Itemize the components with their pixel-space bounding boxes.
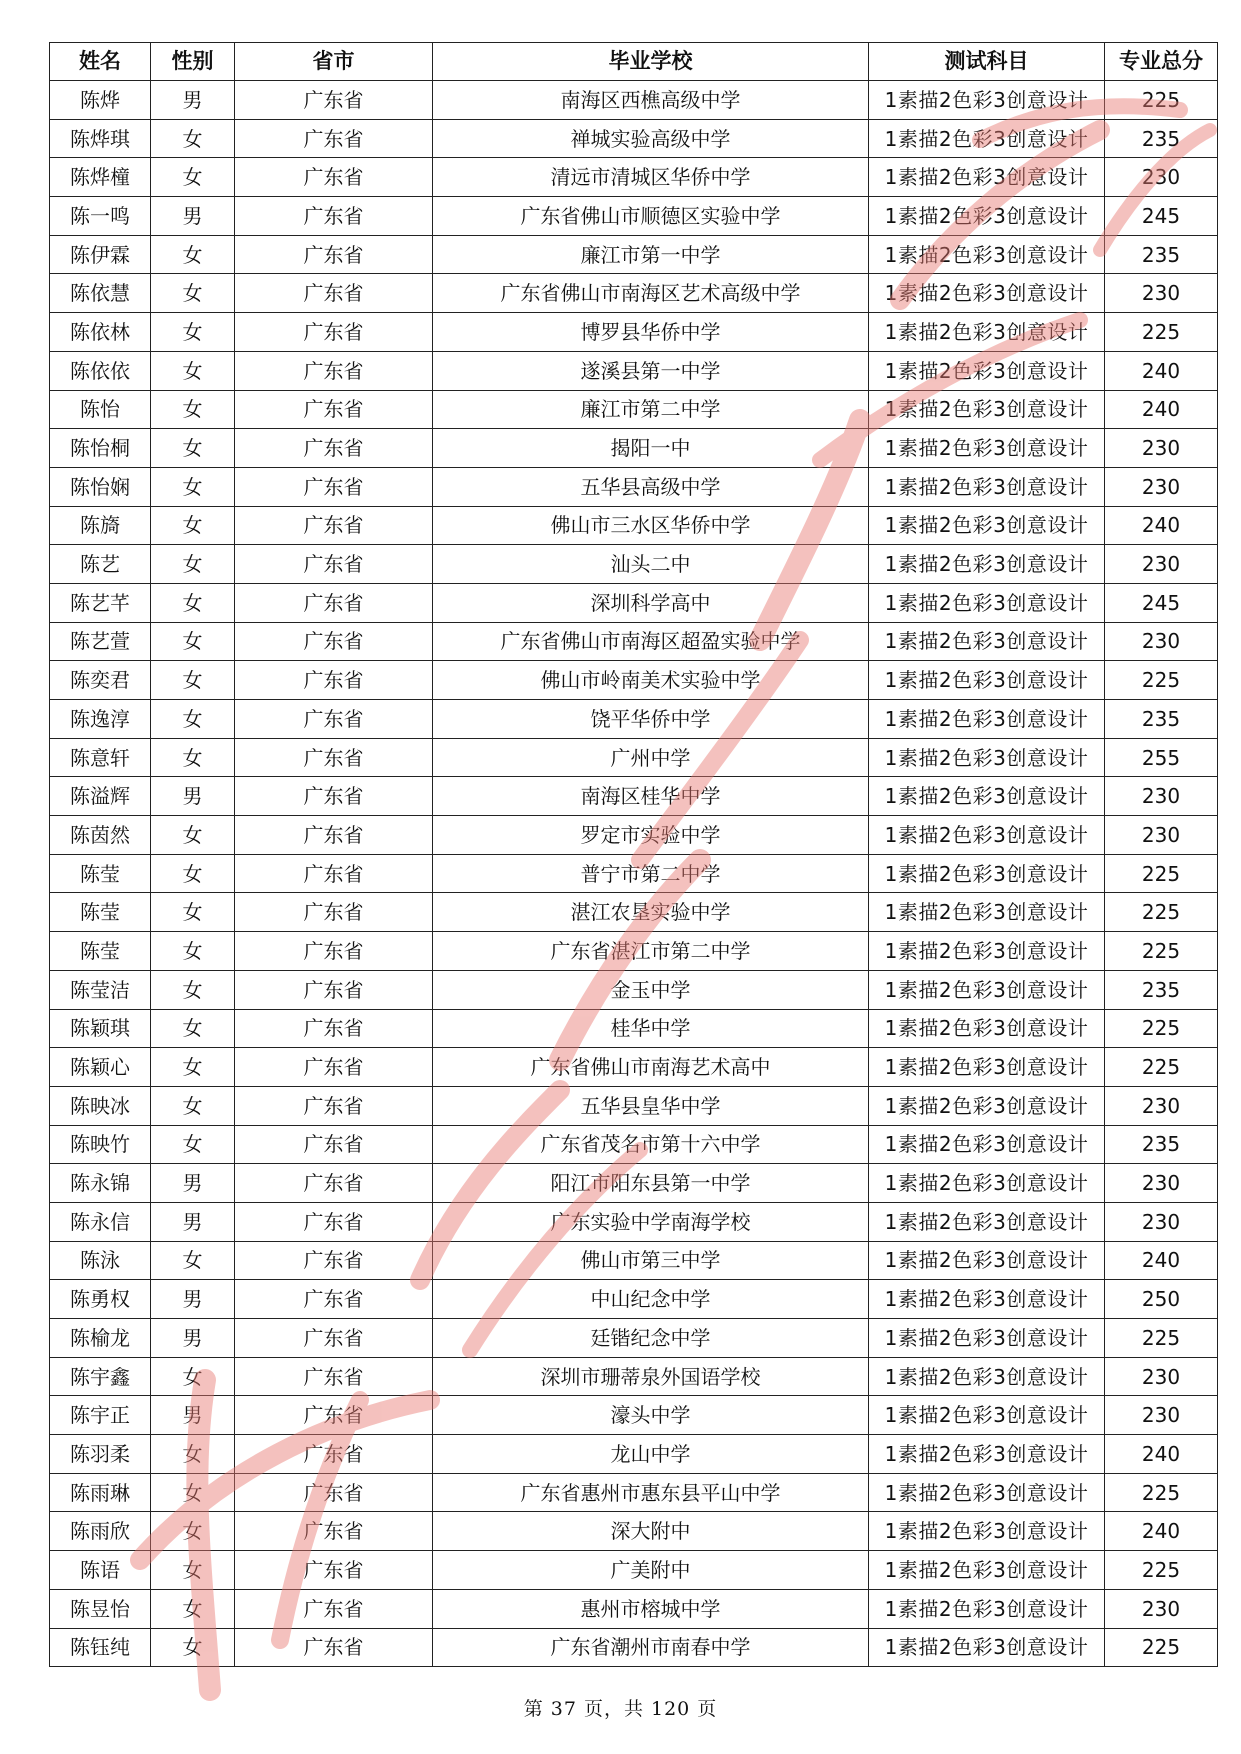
table-row: [50, 1396, 1218, 1435]
cell-school: 南海区桂华中学: [433, 777, 869, 816]
cell-school: 廷锴纪念中学: [433, 1319, 869, 1358]
cell-province: 广东省: [235, 854, 433, 893]
cell-name: 陈依林: [50, 313, 151, 352]
cell-gender: 女: [151, 1241, 235, 1280]
cell-gender: 女: [151, 1473, 235, 1512]
cell-name: 陈颖琪: [50, 1009, 151, 1048]
cell-subject: 1素描2色彩3创意设计: [869, 854, 1105, 893]
cell-province: 广东省: [235, 274, 433, 313]
cell-province: 广东省: [235, 545, 433, 584]
cell-subject: 1素描2色彩3创意设计: [869, 1396, 1105, 1435]
cell-subject: 1素描2色彩3创意设计: [869, 893, 1105, 932]
cell-total-score: 235: [1105, 235, 1218, 274]
cell-total-score: 240: [1105, 506, 1218, 545]
table-body: [50, 81, 1218, 1667]
cell-gender: 女: [151, 700, 235, 739]
table-row: [50, 467, 1218, 506]
cell-school: 广州中学: [433, 738, 869, 777]
cell-subject: 1素描2色彩3创意设计: [869, 429, 1105, 468]
table-row: [50, 583, 1218, 622]
cell-name: 陈烨: [50, 81, 151, 120]
cell-total-score: 225: [1105, 932, 1218, 971]
cell-name: 陈语: [50, 1551, 151, 1590]
table-row: [50, 1473, 1218, 1512]
cell-total-score: 235: [1105, 700, 1218, 739]
cell-name: 陈映竹: [50, 1125, 151, 1164]
cell-name: 陈艺芊: [50, 583, 151, 622]
cell-province: 广东省: [235, 197, 433, 236]
cell-name: 陈榆龙: [50, 1319, 151, 1358]
cell-gender: 女: [151, 467, 235, 506]
header-name: 姓名: [50, 43, 151, 81]
table-row: [50, 1009, 1218, 1048]
cell-subject: 1素描2色彩3创意设计: [869, 197, 1105, 236]
header-province: 省市: [235, 43, 433, 81]
header-subject: 测试科目: [869, 43, 1105, 81]
cell-gender: 女: [151, 274, 235, 313]
cell-total-score: 240: [1105, 1435, 1218, 1474]
cell-school: 汕头二中: [433, 545, 869, 584]
cell-school: 遂溪县第一中学: [433, 351, 869, 390]
cell-gender: 男: [151, 1319, 235, 1358]
cell-gender: 女: [151, 235, 235, 274]
table-row: [50, 235, 1218, 274]
cell-subject: 1素描2色彩3创意设计: [869, 390, 1105, 429]
cell-school: 广东省佛山市顺德区实验中学: [433, 197, 869, 236]
cell-gender: 女: [151, 390, 235, 429]
cell-school: 龙山中学: [433, 1435, 869, 1474]
cell-name: 陈奕君: [50, 661, 151, 700]
cell-total-score: 230: [1105, 429, 1218, 468]
cell-total-score: 240: [1105, 1241, 1218, 1280]
cell-name: 陈勇权: [50, 1280, 151, 1319]
cell-subject: 1素描2色彩3创意设计: [869, 1551, 1105, 1590]
cell-province: 广东省: [235, 467, 433, 506]
table-row: [50, 854, 1218, 893]
cell-total-score: 225: [1105, 313, 1218, 352]
header-total-score: 专业总分: [1105, 43, 1218, 81]
cell-total-score: 225: [1105, 854, 1218, 893]
cell-school: 佛山市岭南美术实验中学: [433, 661, 869, 700]
cell-total-score: 225: [1105, 661, 1218, 700]
cell-subject: 1素描2色彩3创意设计: [869, 313, 1105, 352]
cell-province: 广东省: [235, 816, 433, 855]
cell-name: 陈莹: [50, 893, 151, 932]
cell-gender: 女: [151, 1086, 235, 1125]
table-row: [50, 351, 1218, 390]
cell-school: 阳江市阳东县第一中学: [433, 1164, 869, 1203]
cell-gender: 女: [151, 1125, 235, 1164]
cell-province: 广东省: [235, 1435, 433, 1474]
cell-subject: 1素描2色彩3创意设计: [869, 81, 1105, 120]
table-row: [50, 970, 1218, 1009]
cell-total-score: 225: [1105, 1473, 1218, 1512]
cell-gender: 女: [151, 1551, 235, 1590]
cell-school: 佛山市三水区华侨中学: [433, 506, 869, 545]
cell-school: 惠州市榕城中学: [433, 1589, 869, 1628]
cell-school: 广东省湛江市第二中学: [433, 932, 869, 971]
cell-subject: 1素描2色彩3创意设计: [869, 816, 1105, 855]
cell-gender: 女: [151, 1512, 235, 1551]
header-gender: 性别: [151, 43, 235, 81]
cell-gender: 男: [151, 81, 235, 120]
table-header-row: [50, 43, 1218, 81]
table-row: [50, 274, 1218, 313]
cell-subject: 1素描2色彩3创意设计: [869, 1512, 1105, 1551]
cell-gender: 女: [151, 1048, 235, 1087]
cell-name: 陈羽柔: [50, 1435, 151, 1474]
cell-school: 佛山市第三中学: [433, 1241, 869, 1280]
cell-province: 广东省: [235, 1551, 433, 1590]
cell-total-score: 235: [1105, 970, 1218, 1009]
cell-gender: 女: [151, 1435, 235, 1474]
table-row: [50, 816, 1218, 855]
cell-subject: 1素描2色彩3创意设计: [869, 932, 1105, 971]
cell-subject: 1素描2色彩3创意设计: [869, 274, 1105, 313]
cell-school: 禅城实验高级中学: [433, 119, 869, 158]
table-row: [50, 1125, 1218, 1164]
table-row: [50, 429, 1218, 468]
cell-name: 陈昱怡: [50, 1589, 151, 1628]
cell-province: 广东省: [235, 583, 433, 622]
cell-school: 桂华中学: [433, 1009, 869, 1048]
cell-total-score: 240: [1105, 1512, 1218, 1551]
cell-name: 陈颖心: [50, 1048, 151, 1087]
cell-name: 陈艺萱: [50, 622, 151, 661]
cell-gender: 男: [151, 1202, 235, 1241]
cell-school: 五华县高级中学: [433, 467, 869, 506]
cell-name: 陈烨琪: [50, 119, 151, 158]
table-row: [50, 81, 1218, 120]
cell-school: 广东省佛山市南海区艺术高级中学: [433, 274, 869, 313]
cell-province: 广东省: [235, 622, 433, 661]
cell-province: 广东省: [235, 390, 433, 429]
cell-total-score: 240: [1105, 351, 1218, 390]
cell-subject: 1素描2色彩3创意设计: [869, 700, 1105, 739]
cell-school: 罗定市实验中学: [433, 816, 869, 855]
cell-total-score: 225: [1105, 893, 1218, 932]
cell-name: 陈宇鑫: [50, 1357, 151, 1396]
cell-school: 廉江市第二中学: [433, 390, 869, 429]
cell-gender: 男: [151, 777, 235, 816]
cell-school: 博罗县华侨中学: [433, 313, 869, 352]
cell-total-score: 225: [1105, 1628, 1218, 1667]
cell-school: 揭阳一中: [433, 429, 869, 468]
cell-gender: 女: [151, 313, 235, 352]
cell-total-score: 225: [1105, 1048, 1218, 1087]
cell-total-score: 230: [1105, 1202, 1218, 1241]
cell-name: 陈旖: [50, 506, 151, 545]
cell-total-score: 240: [1105, 390, 1218, 429]
cell-gender: 女: [151, 158, 235, 197]
cell-gender: 女: [151, 506, 235, 545]
cell-total-score: 230: [1105, 816, 1218, 855]
cell-province: 广东省: [235, 1357, 433, 1396]
cell-name: 陈钰纯: [50, 1628, 151, 1667]
cell-subject: 1素描2色彩3创意设计: [869, 1628, 1105, 1667]
cell-name: 陈依依: [50, 351, 151, 390]
cell-province: 广东省: [235, 893, 433, 932]
cell-province: 广东省: [235, 1048, 433, 1087]
cell-subject: 1素描2色彩3创意设计: [869, 235, 1105, 274]
cell-subject: 1素描2色彩3创意设计: [869, 1125, 1105, 1164]
results-table: [49, 42, 1218, 1667]
table-row: [50, 119, 1218, 158]
table-row: [50, 622, 1218, 661]
cell-province: 广东省: [235, 1241, 433, 1280]
table-row: [50, 1628, 1218, 1667]
cell-province: 广东省: [235, 1628, 433, 1667]
cell-gender: 女: [151, 622, 235, 661]
cell-subject: 1素描2色彩3创意设计: [869, 1473, 1105, 1512]
cell-name: 陈永锦: [50, 1164, 151, 1203]
cell-subject: 1素描2色彩3创意设计: [869, 158, 1105, 197]
cell-subject: 1素描2色彩3创意设计: [869, 1086, 1105, 1125]
cell-province: 广东省: [235, 235, 433, 274]
table-row: [50, 1589, 1218, 1628]
cell-name: 陈莹: [50, 932, 151, 971]
table-row: [50, 1048, 1218, 1087]
cell-name: 陈艺: [50, 545, 151, 584]
cell-name: 陈映冰: [50, 1086, 151, 1125]
cell-total-score: 230: [1105, 545, 1218, 584]
cell-name: 陈烨橦: [50, 158, 151, 197]
cell-province: 广东省: [235, 351, 433, 390]
cell-name: 陈永信: [50, 1202, 151, 1241]
cell-subject: 1素描2色彩3创意设计: [869, 1164, 1105, 1203]
cell-province: 广东省: [235, 1473, 433, 1512]
cell-province: 广东省: [235, 313, 433, 352]
cell-subject: 1素描2色彩3创意设计: [869, 1202, 1105, 1241]
page-footer: 第 37 页，共 120 页: [523, 1698, 718, 1720]
cell-gender: 女: [151, 1628, 235, 1667]
cell-school: 广东实验中学南海学校: [433, 1202, 869, 1241]
cell-name: 陈莹: [50, 854, 151, 893]
cell-school: 深圳市珊蒂泉外国语学校: [433, 1357, 869, 1396]
cell-name: 陈雨琳: [50, 1473, 151, 1512]
cell-subject: 1素描2色彩3创意设计: [869, 661, 1105, 700]
cell-subject: 1素描2色彩3创意设计: [869, 1048, 1105, 1087]
cell-total-score: 225: [1105, 1009, 1218, 1048]
cell-province: 广东省: [235, 1125, 433, 1164]
table-row: [50, 777, 1218, 816]
cell-province: 广东省: [235, 506, 433, 545]
cell-subject: 1素描2色彩3创意设计: [869, 545, 1105, 584]
table-row: [50, 158, 1218, 197]
cell-total-score: 225: [1105, 81, 1218, 120]
table-row: [50, 313, 1218, 352]
table-row: [50, 1357, 1218, 1396]
cell-school: 清远市清城区华侨中学: [433, 158, 869, 197]
cell-gender: 女: [151, 119, 235, 158]
cell-name: 陈意轩: [50, 738, 151, 777]
cell-total-score: 230: [1105, 274, 1218, 313]
table-row: [50, 390, 1218, 429]
cell-total-score: 230: [1105, 1589, 1218, 1628]
cell-province: 广东省: [235, 661, 433, 700]
cell-school: 广东省惠州市惠东县平山中学: [433, 1473, 869, 1512]
cell-subject: 1素描2色彩3创意设计: [869, 1009, 1105, 1048]
table-row: [50, 545, 1218, 584]
cell-total-score: 230: [1105, 1086, 1218, 1125]
cell-province: 广东省: [235, 1086, 433, 1125]
cell-subject: 1素描2色彩3创意设计: [869, 622, 1105, 661]
cell-name: 陈茵然: [50, 816, 151, 855]
cell-gender: 女: [151, 816, 235, 855]
cell-province: 广东省: [235, 1319, 433, 1358]
cell-subject: 1素描2色彩3创意设计: [869, 506, 1105, 545]
cell-school: 中山纪念中学: [433, 1280, 869, 1319]
cell-school: 深大附中: [433, 1512, 869, 1551]
cell-province: 广东省: [235, 158, 433, 197]
cell-gender: 女: [151, 545, 235, 584]
table-row: [50, 932, 1218, 971]
cell-gender: 女: [151, 351, 235, 390]
cell-gender: 女: [151, 854, 235, 893]
cell-subject: 1素描2色彩3创意设计: [869, 119, 1105, 158]
cell-province: 广东省: [235, 1009, 433, 1048]
cell-subject: 1素描2色彩3创意设计: [869, 583, 1105, 622]
cell-gender: 女: [151, 970, 235, 1009]
cell-subject: 1素描2色彩3创意设计: [869, 351, 1105, 390]
cell-gender: 女: [151, 738, 235, 777]
cell-total-score: 230: [1105, 467, 1218, 506]
cell-subject: 1素描2色彩3创意设计: [869, 1319, 1105, 1358]
cell-subject: 1素描2色彩3创意设计: [869, 1435, 1105, 1474]
cell-gender: 女: [151, 1589, 235, 1628]
cell-gender: 男: [151, 1396, 235, 1435]
cell-name: 陈溢辉: [50, 777, 151, 816]
cell-school: 南海区西樵高级中学: [433, 81, 869, 120]
table-row: [50, 738, 1218, 777]
cell-province: 广东省: [235, 1164, 433, 1203]
cell-total-score: 235: [1105, 1125, 1218, 1164]
cell-name: 陈怡: [50, 390, 151, 429]
cell-gender: 女: [151, 429, 235, 468]
cell-province: 广东省: [235, 970, 433, 1009]
cell-name: 陈伊霖: [50, 235, 151, 274]
cell-name: 陈逸淳: [50, 700, 151, 739]
cell-school: 五华县皇华中学: [433, 1086, 869, 1125]
cell-name: 陈怡桐: [50, 429, 151, 468]
cell-school: 普宁市第二中学: [433, 854, 869, 893]
cell-province: 广东省: [235, 700, 433, 739]
table-row: [50, 1319, 1218, 1358]
cell-gender: 男: [151, 197, 235, 236]
cell-province: 广东省: [235, 1589, 433, 1628]
table-row: [50, 1280, 1218, 1319]
table-row: [50, 1512, 1218, 1551]
cell-province: 广东省: [235, 932, 433, 971]
cell-subject: 1素描2色彩3创意设计: [869, 1280, 1105, 1319]
cell-name: 陈雨欣: [50, 1512, 151, 1551]
cell-total-score: 250: [1105, 1280, 1218, 1319]
cell-total-score: 225: [1105, 1551, 1218, 1590]
cell-total-score: 230: [1105, 777, 1218, 816]
cell-total-score: 230: [1105, 1357, 1218, 1396]
cell-subject: 1素描2色彩3创意设计: [869, 777, 1105, 816]
cell-gender: 女: [151, 1009, 235, 1048]
cell-school: 深圳科学高中: [433, 583, 869, 622]
cell-total-score: 235: [1105, 119, 1218, 158]
cell-gender: 女: [151, 1357, 235, 1396]
cell-school: 饶平华侨中学: [433, 700, 869, 739]
cell-school: 濠头中学: [433, 1396, 869, 1435]
cell-total-score: 245: [1105, 197, 1218, 236]
cell-total-score: 255: [1105, 738, 1218, 777]
cell-total-score: 225: [1105, 1319, 1218, 1358]
cell-gender: 女: [151, 583, 235, 622]
cell-total-score: 230: [1105, 158, 1218, 197]
table-row: [50, 1164, 1218, 1203]
cell-total-score: 230: [1105, 1164, 1218, 1203]
cell-school: 湛江农垦实验中学: [433, 893, 869, 932]
cell-total-score: 245: [1105, 583, 1218, 622]
cell-subject: 1素描2色彩3创意设计: [869, 1357, 1105, 1396]
cell-gender: 男: [151, 1164, 235, 1203]
cell-province: 广东省: [235, 738, 433, 777]
table-row: [50, 700, 1218, 739]
cell-province: 广东省: [235, 429, 433, 468]
table-row: [50, 506, 1218, 545]
table-row: [50, 661, 1218, 700]
cell-province: 广东省: [235, 81, 433, 120]
cell-subject: 1素描2色彩3创意设计: [869, 970, 1105, 1009]
cell-school: 广东省茂名市第十六中学: [433, 1125, 869, 1164]
cell-school: 金玉中学: [433, 970, 869, 1009]
cell-subject: 1素描2色彩3创意设计: [869, 467, 1105, 506]
table-row: [50, 1435, 1218, 1474]
cell-subject: 1素描2色彩3创意设计: [869, 1589, 1105, 1628]
cell-school: 广东省潮州市南春中学: [433, 1628, 869, 1667]
cell-province: 广东省: [235, 119, 433, 158]
cell-gender: 女: [151, 932, 235, 971]
cell-name: 陈依慧: [50, 274, 151, 313]
cell-name: 陈宇正: [50, 1396, 151, 1435]
cell-name: 陈莹洁: [50, 970, 151, 1009]
table-row: [50, 197, 1218, 236]
cell-gender: 女: [151, 893, 235, 932]
cell-name: 陈一鸣: [50, 197, 151, 236]
cell-province: 广东省: [235, 1512, 433, 1551]
cell-province: 广东省: [235, 1202, 433, 1241]
table-row: [50, 893, 1218, 932]
cell-gender: 男: [151, 1280, 235, 1319]
cell-province: 广东省: [235, 777, 433, 816]
cell-school: 广美附中: [433, 1551, 869, 1590]
cell-school: 廉江市第一中学: [433, 235, 869, 274]
table-row: [50, 1202, 1218, 1241]
cell-total-score: 230: [1105, 622, 1218, 661]
results-sheet: [49, 42, 1218, 1667]
cell-subject: 1素描2色彩3创意设计: [869, 1241, 1105, 1280]
table-row: [50, 1241, 1218, 1280]
cell-name: 陈怡娴: [50, 467, 151, 506]
cell-province: 广东省: [235, 1280, 433, 1319]
cell-province: 广东省: [235, 1396, 433, 1435]
table-row: [50, 1551, 1218, 1590]
cell-gender: 女: [151, 661, 235, 700]
header-school: 毕业学校: [433, 43, 869, 81]
cell-school: 广东省佛山市南海区超盈实验中学: [433, 622, 869, 661]
cell-name: 陈泳: [50, 1241, 151, 1280]
cell-subject: 1素描2色彩3创意设计: [869, 738, 1105, 777]
table-row: [50, 1086, 1218, 1125]
cell-school: 广东省佛山市南海艺术高中: [433, 1048, 869, 1087]
cell-total-score: 230: [1105, 1396, 1218, 1435]
